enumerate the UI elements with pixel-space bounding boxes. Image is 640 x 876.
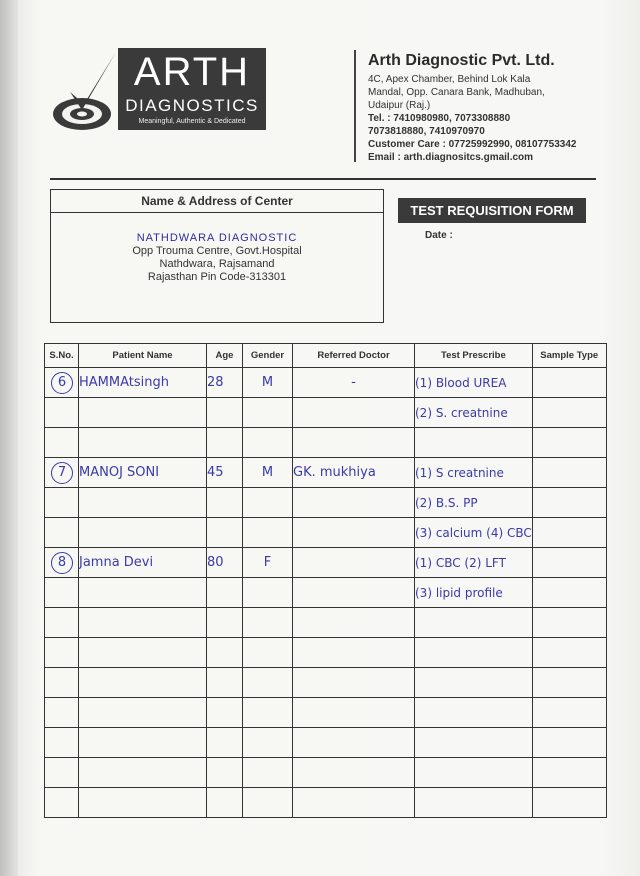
requisition-table (44, 343, 607, 818)
referred-doctor: GK. mukhiya (293, 458, 415, 488)
header-sample-type: Sample Type (532, 344, 606, 368)
patient-name: HAMMAtsingh (79, 368, 207, 398)
header-referred-doctor: Referred Doctor (293, 344, 415, 368)
table-row (45, 608, 607, 638)
address-line: Udaipur (Raj.) (368, 100, 431, 111)
test-prescribe: (1) S creatnine (415, 458, 533, 488)
patient-gender: M (243, 368, 293, 398)
table-row (45, 668, 607, 698)
table-row (45, 788, 607, 818)
center-stamp (107, 232, 327, 284)
table-row (45, 578, 607, 608)
address-line: 4C, Apex Chamber, Behind Lok Kala (368, 74, 531, 85)
table-row (45, 398, 607, 428)
email: Email : arth.diagnositcs.gmail.com (368, 152, 534, 163)
tel-line: Tel. : 7410980980, 7073308880 (368, 113, 511, 124)
patient-name: MANOJ SONI (79, 458, 207, 488)
form-title: TEST REQUISITION FORM (398, 198, 586, 223)
header-test-prescribe: Test Prescribe (415, 344, 533, 368)
serial-number: 6 (51, 372, 73, 394)
logo (118, 48, 266, 130)
patient-age: 28 (207, 368, 243, 398)
test-prescribe: (2) S. creatnine (415, 398, 533, 428)
header-gender: Gender (243, 344, 293, 368)
table-row (45, 488, 607, 518)
referred-doctor: - (293, 368, 415, 398)
paper-edge (0, 0, 18, 876)
logo-tagline: Meaningful, Authentic & Dedicated (138, 118, 246, 125)
serial-number: 8 (51, 552, 73, 574)
header-sno: S.No. (45, 344, 79, 368)
patient-age: 80 (207, 548, 243, 578)
test-prescribe: (1) CBC (2) LFT (415, 548, 533, 578)
customer-care: Customer Care : 07725992990, 08107753342 (368, 139, 577, 150)
patient-gender: F (243, 548, 293, 578)
logo-word-arth: ARTH (133, 50, 251, 94)
test-prescribe: (2) B.S. PP (415, 488, 533, 518)
header-rule (50, 178, 596, 180)
table-row (45, 548, 607, 578)
serial-number: 7 (51, 462, 73, 484)
table-row (45, 758, 607, 788)
company-name: Arth Diagnostic Pvt. Ltd. (368, 52, 555, 69)
header-patient-name: Patient Name (79, 344, 207, 368)
test-prescribe: (3) lipid profile (415, 578, 533, 608)
table-row (45, 368, 607, 398)
test-prescribe: (3) calcium (4) CBC (415, 518, 533, 548)
table-row (45, 518, 607, 548)
stamp-line: Nathdwara, Rajsamand (159, 258, 275, 270)
tel-line: 7073818880, 7410970970 (368, 126, 485, 137)
center-box (50, 189, 384, 323)
patient-name: Jamna Devi (79, 548, 207, 578)
table-row (45, 728, 607, 758)
patient-age: 45 (207, 458, 243, 488)
address-line: Mandal, Opp. Canara Bank, Madhuban, (368, 87, 545, 98)
stamp-line: Rajasthan Pin Code-313301 (147, 271, 287, 283)
test-prescribe: (1) Blood UREA (415, 368, 533, 398)
header-age: Age (207, 344, 243, 368)
logo-target-icon (50, 48, 120, 134)
date-label: Date : (425, 230, 453, 241)
logo-word-diagnostics: DIAGNOSTICS (125, 96, 259, 115)
table-row (45, 458, 607, 488)
table-row (45, 638, 607, 668)
company-contact (368, 73, 577, 164)
table-header-row (45, 344, 607, 368)
patient-gender: M (243, 458, 293, 488)
center-heading: Name & Address of Center (51, 190, 383, 213)
stamp-line: NATHDWARA DIAGNOSTIC (136, 232, 298, 244)
stamp-line: Opp Trouma Centre, Govt.Hospital (132, 245, 302, 257)
header-divider (354, 50, 356, 162)
table-row (45, 428, 607, 458)
table-row (45, 698, 607, 728)
